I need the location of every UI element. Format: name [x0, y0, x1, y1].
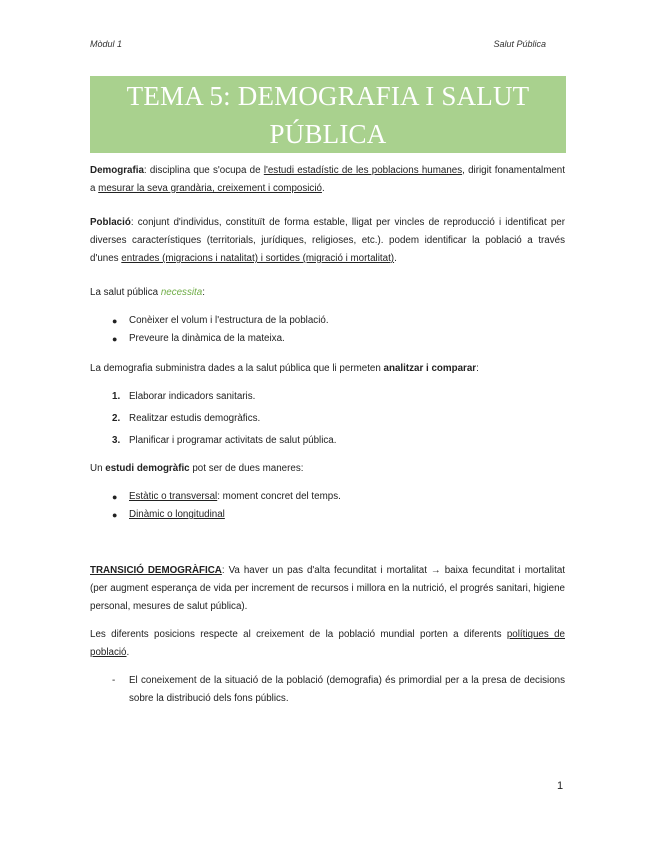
term-transicio: TRANSICIÓ DEMOGRÀFICA	[90, 565, 222, 576]
bullet-icon: ●	[112, 492, 118, 502]
text: .	[321, 183, 325, 194]
list-item	[90, 432, 565, 450]
text: :	[202, 287, 205, 298]
bullet-icon: ●	[112, 334, 118, 344]
text: La salut pública	[90, 287, 161, 298]
bold-text: analitzar i comparar	[383, 363, 477, 374]
list-item	[90, 388, 565, 406]
paragraph-transicio	[90, 562, 565, 616]
bullet-list-estudis	[90, 488, 565, 524]
underlined-text: entrades (migracions i natalitat) i sortides (migració i mortalitat)	[121, 253, 395, 264]
underlined-text: l'estudi estadístic de les poblacions humanes	[263, 165, 463, 176]
header-right: Salut Pública	[493, 39, 546, 49]
list-item-text: Planificar i programar activitats de salut pública.	[129, 435, 337, 446]
list-item-text: Elaborar indicadors sanitaris.	[129, 391, 256, 402]
document-body	[90, 162, 565, 708]
paragraph-estudi	[90, 460, 565, 478]
list-item	[90, 312, 565, 330]
list-item	[90, 410, 565, 428]
dash-list	[90, 672, 565, 708]
underlined-text: Dinàmic o longitudinal	[129, 509, 225, 520]
term-poblacio: Població	[90, 217, 131, 228]
paragraph-poblacio	[90, 214, 565, 268]
bullet-icon: ●	[112, 510, 118, 520]
bullet-list-necessitats	[90, 312, 565, 348]
page-number: 1	[557, 780, 564, 792]
text: , dirigit fonamentalment a	[90, 165, 565, 194]
list-item	[90, 330, 565, 348]
paragraph-demografia	[90, 162, 565, 198]
list-number: 3.	[112, 435, 121, 446]
list-item	[90, 506, 565, 524]
text: : disciplina que s'ocupa de	[143, 165, 264, 176]
text: Les diferents posicions respecte al creixement de la població mundial porten a diferents	[90, 629, 507, 640]
list-number: 2.	[112, 413, 121, 424]
list-item-text: Conèixer el volum i l'estructura de la població.	[129, 315, 329, 326]
text: La demografia subministra dades a la salut pública que li permeten	[90, 363, 384, 374]
list-item-text: : moment concret del temps.	[217, 491, 341, 502]
page-title: TEMA 5: DEMOGRAFIA I SALUT PÚBLICA	[126, 80, 530, 149]
paragraph-subministra	[90, 360, 565, 378]
numbered-list	[90, 388, 565, 450]
text: :	[476, 363, 479, 374]
bold-text: estudi demogràfic	[105, 463, 190, 474]
list-number: 1.	[112, 391, 121, 402]
list-item	[90, 488, 565, 506]
list-item-text: Preveure la dinàmica de la mateixa.	[129, 333, 285, 344]
text: .	[394, 253, 397, 264]
bullet-icon: ●	[112, 316, 118, 326]
title-banner	[90, 76, 566, 153]
text: .	[126, 647, 130, 658]
text: : Va haver un pas d'alta fecunditat i mortalitat → baixa fecunditat i mortalitat (per augment esperança de vida per increment de recursos i millora en la nutrició, el progrés sanitari, higiene personal, mesures de salut pública).	[90, 565, 566, 612]
underlined-text: polítiques de població	[90, 629, 565, 658]
underlined-text: mesurar la seva grandària, creixement i composició	[98, 183, 322, 194]
list-item-text: Realitzar estudis demogràfics.	[129, 413, 261, 424]
paragraph-salut-publica	[90, 284, 565, 302]
text: pot ser de dues maneres:	[189, 463, 304, 474]
term-demografia: Demografia	[90, 165, 144, 176]
text: Un	[90, 463, 106, 474]
paragraph-politiques	[90, 626, 565, 662]
list-item-text: El coneixement de la situació de la població (demografia) és primordial per a la presa de decisions sobre la distribució dels fons públics.	[129, 675, 565, 704]
underlined-text: Estàtic o transversal	[129, 491, 218, 502]
text: : conjunt d'individus, constituït de forma estable, lligat per vincles de reproducció i identificat per diverses característiques (territorials, jurídiques, religioses, etc.). podem identificar la població a través d'unes	[90, 217, 565, 264]
header-left: Mòdul 1	[90, 39, 123, 49]
list-item	[90, 672, 565, 708]
dash-icon: -	[112, 675, 116, 686]
highlighted-word: necessita	[160, 287, 203, 298]
